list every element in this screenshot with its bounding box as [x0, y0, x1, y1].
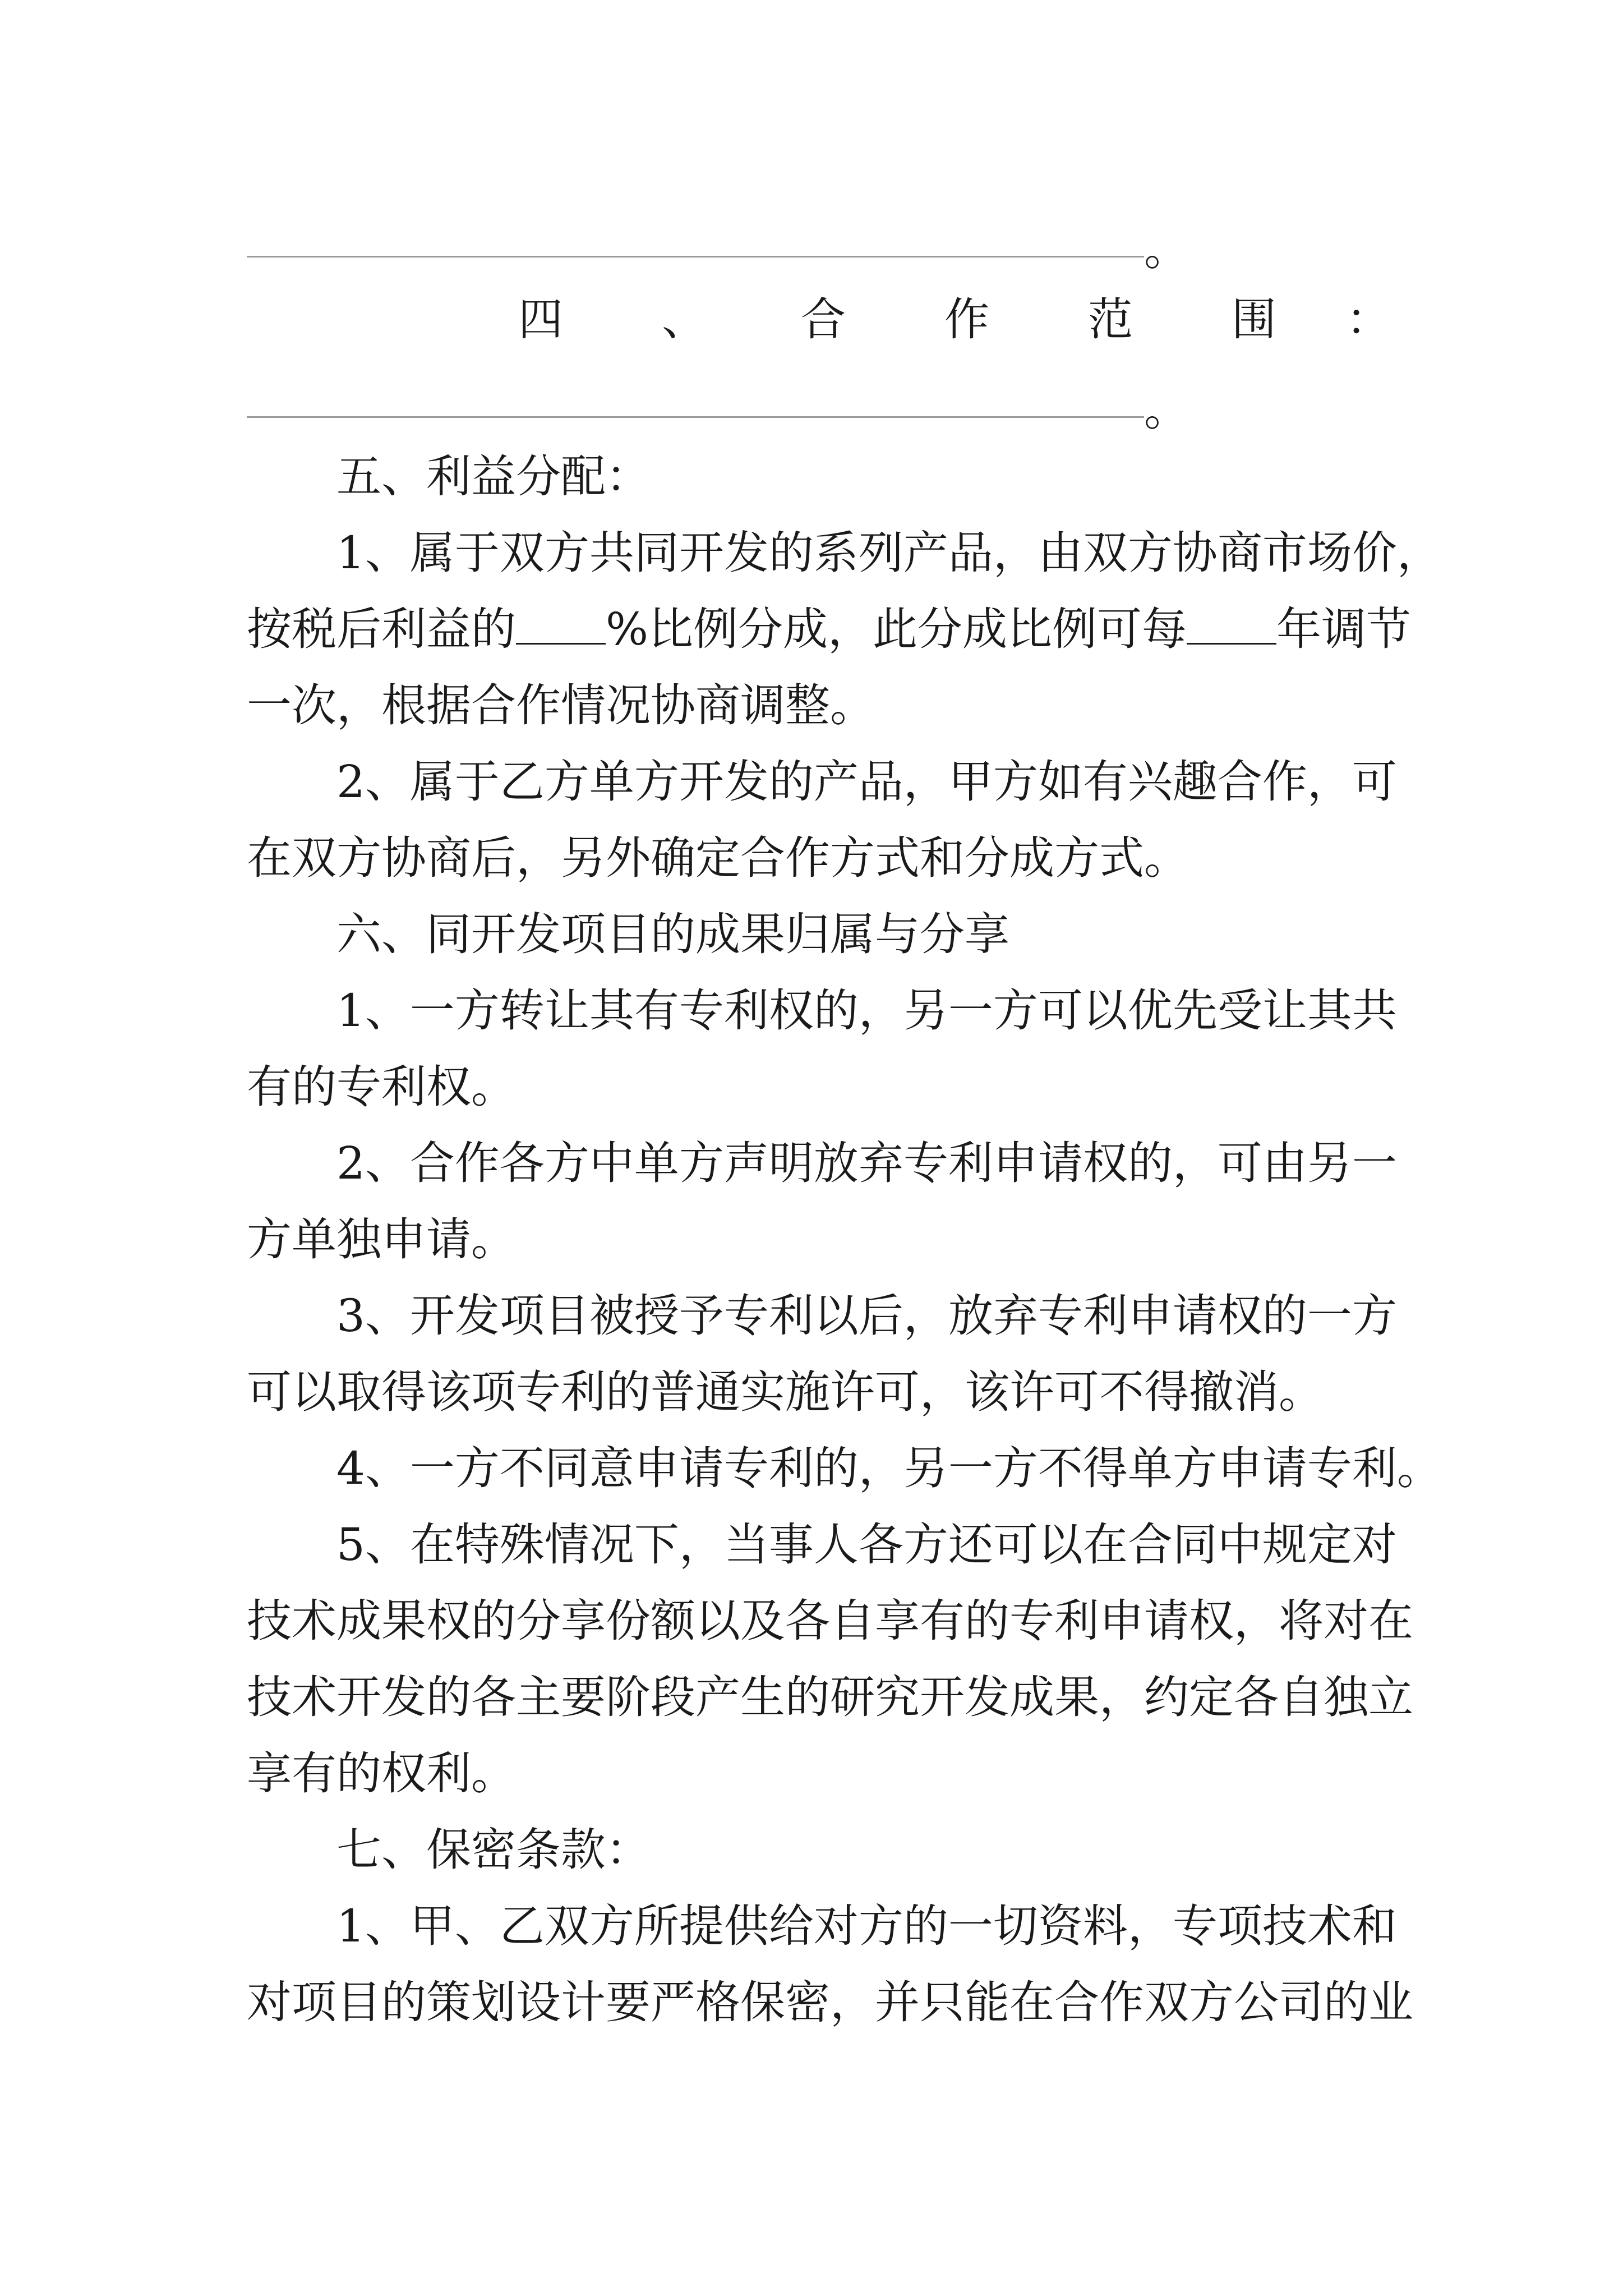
heading-char: 、: [662, 293, 707, 346]
heading-char: ：: [1346, 293, 1391, 346]
text-run: %比例分成，此分成比例可每: [606, 603, 1187, 655]
heading-char: 范: [1088, 293, 1133, 346]
line-end-mark: 。: [1144, 384, 1189, 436]
paragraph-line: 2、属于乙方单方开发的产品，甲方如有兴趣合作，可: [336, 756, 1397, 808]
heading-char: 合: [801, 293, 846, 346]
text-run: 年调节: [1276, 603, 1412, 655]
paragraph-line: 1、一方转让其有专利权的，另一方可以优先受让其共: [336, 984, 1397, 1037]
paragraph-line: 技术开发的各主要阶段产生的研究开发成果，约定各自独立: [247, 1671, 1413, 1723]
paragraph-line: 可以取得该项专利的普通实施许可，该许可不得撤消。: [247, 1366, 1324, 1418]
text-run: 按税后利益的: [247, 603, 516, 655]
paragraph-line: 1、属于双方共同开发的系列产品，由双方协商市场价，: [336, 527, 1442, 579]
line-end-mark: 。: [1144, 223, 1189, 275]
paragraph-line: 1、甲、乙双方所提供给对方的一切资料，专项技术和: [336, 1900, 1397, 1952]
paragraph-line: 一次，根据合作情况协商调整。: [247, 679, 875, 731]
paragraph-line: 2、合作各方中单方声明放弃专利申请权的，可由另一: [336, 1137, 1397, 1189]
section-heading: 六、同开发项目的成果归属与分享: [336, 908, 1009, 960]
paragraph-line: 享有的权利。: [247, 1747, 516, 1800]
paragraph-line: 4、一方不同意申请专利的，另一方不得单方申请专利。: [336, 1442, 1442, 1494]
paragraph-line: 在双方协商后，另外确定合作方式和分成方式。: [247, 832, 1189, 884]
heading-cooperation-scope: [247, 292, 1391, 348]
paragraph-line: 5、在特殊情况下，当事人各方还可以在合同中规定对: [336, 1519, 1397, 1571]
paragraph-line: 有的专利权。: [247, 1061, 516, 1113]
blank-underline: [516, 604, 606, 645]
paragraph-line: 对项目的策划设计要严格保密，并只能在合作双方公司的业: [247, 1976, 1413, 2028]
fill-in-blank-line: [247, 416, 1144, 418]
fill-in-blank-line: [247, 256, 1144, 257]
paragraph-line: 方单独申请。: [247, 1213, 516, 1266]
blank-underline: [1187, 604, 1276, 645]
heading-char: 四: [518, 293, 563, 346]
paragraph-line: 3、开发项目被授予专利以后，放弃专利申请权的一方: [336, 1290, 1397, 1342]
paragraph-line: [247, 601, 1412, 657]
heading-char: 围: [1232, 293, 1276, 346]
section-heading: 五、利益分配：: [336, 450, 651, 503]
heading-char: 作: [944, 293, 989, 346]
paragraph-line: 技术成果权的分享份额以及各自享有的专利申请权，将对在: [247, 1595, 1413, 1647]
section-heading: 七、保密条款：: [336, 1824, 651, 1876]
